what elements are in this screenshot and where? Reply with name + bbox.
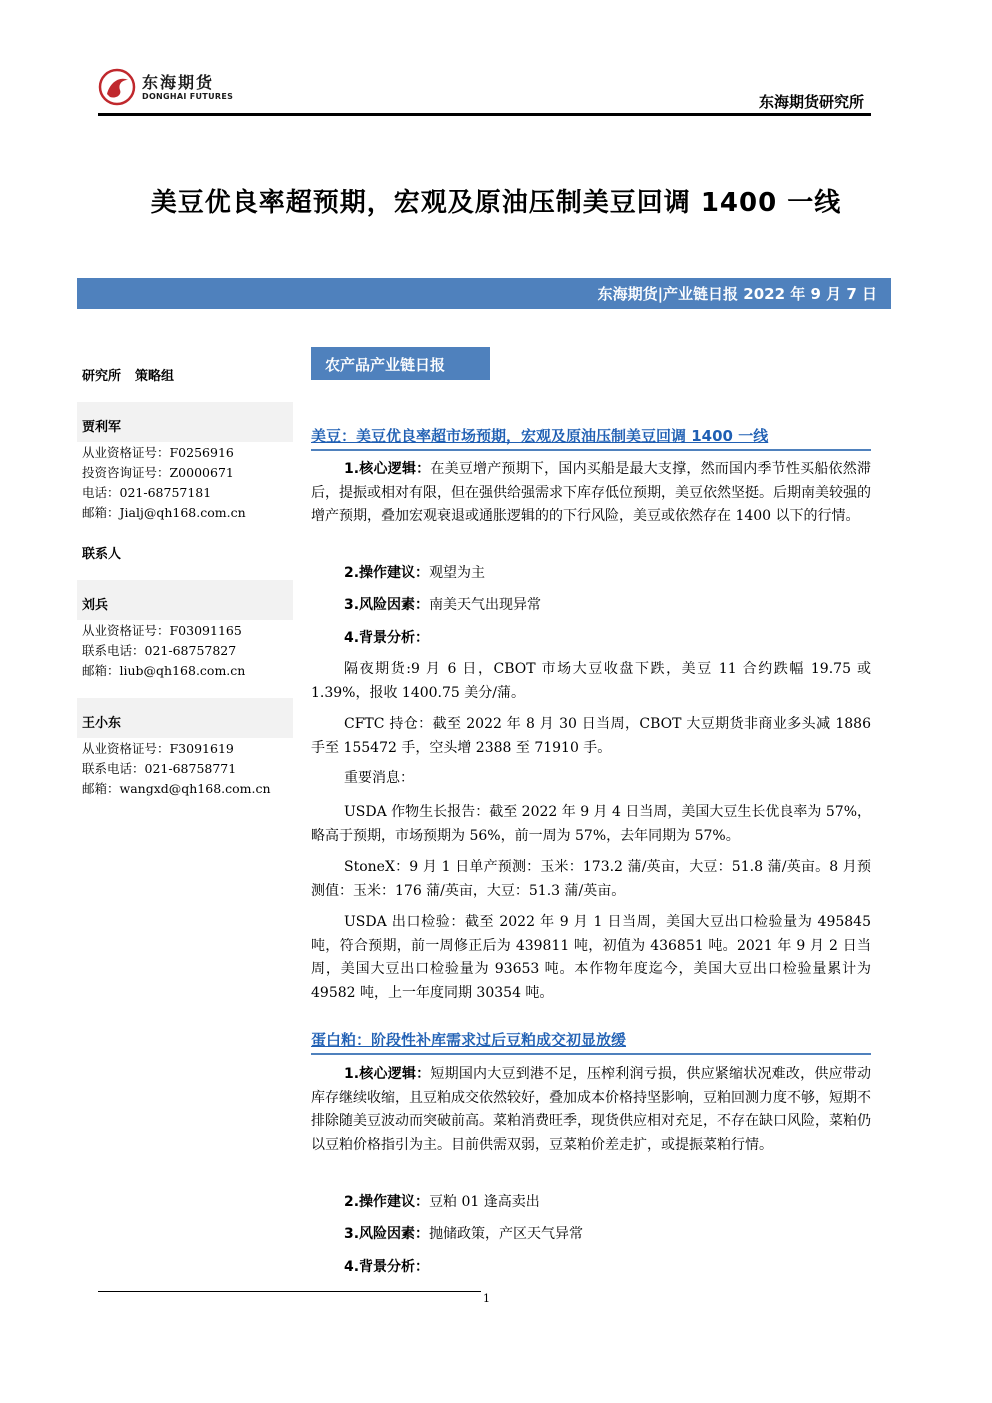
operation-text: 豆粕 01 逢高卖出 — [429, 1194, 540, 1210]
dept-group: 策略组 — [135, 369, 175, 384]
meal-background — [344, 1256, 429, 1276]
logo-chinese-text: 东海期货 — [142, 73, 215, 92]
soybean-background — [344, 627, 429, 647]
core-logic-label: 1.核心逻辑： — [344, 461, 431, 477]
soybean-overnight-futures: 隔夜期货:9 月 6 日，CBOT 市场大豆收盘下跌，美豆 11 合约跌幅 19.75 或 1.39%，报收 1400.75 美分/蒲。 — [311, 661, 871, 701]
report-category-text: 农产品产业链日报 — [325, 356, 446, 374]
soybean-core-logic — [311, 458, 871, 529]
risk-label: 3.风险因素： — [344, 597, 430, 613]
soybean-operation — [344, 562, 485, 582]
contact-qualification: 从业资格证号：F3091619 — [82, 741, 234, 756]
contact-phone: 联系电话：021-68757827 — [82, 643, 237, 658]
analyst-consult-cert: 投资咨询证号：Z0000671 — [82, 465, 234, 480]
operation-text: 观望为主 — [429, 565, 486, 581]
logo-english-text: DONGHAI FUTURES — [142, 92, 234, 101]
department-label — [82, 365, 188, 384]
dept-institute: 研究所 — [82, 369, 122, 384]
core-logic-label: 1.核心逻辑： — [344, 1066, 431, 1082]
background-label: 4.背景分析： — [344, 630, 430, 646]
soybean-cftc: CFTC 持仓：截至 2022 年 8 月 30 日当周，CBOT 大豆期货非商业多头减 1886 手至 155472 手，空头增 2388 至 71910 手。 — [311, 716, 871, 756]
analyst-name: 贾利军 — [82, 420, 122, 435]
background-label: 4.背景分析： — [344, 1259, 430, 1275]
contact-email[interactable]: 邮箱：wangxd@qh168.com.cn — [82, 781, 271, 796]
meal-operation — [344, 1191, 540, 1211]
contact-qualification: 从业资格证号：F03091165 — [82, 623, 242, 638]
soybean-risk — [344, 594, 541, 614]
soybean-stonex: StoneX：9 月 1 日单产预测：玉米：173.2 蒲/英亩，大豆：51.8 蒲/英亩。8 月预测值：玉米：176 蒲/英亩，大豆：51.3 蒲/英亩。 — [311, 859, 871, 899]
dragon-logo-icon — [98, 68, 136, 106]
contact-label: 联系人 — [82, 547, 122, 562]
report-category-tag — [311, 347, 490, 380]
analyst-email[interactable]: 邮箱：Jialj@qh168.com.cn — [82, 505, 246, 520]
analyst-name-bar — [77, 402, 293, 442]
banner-text: 东海期货|产业链日报 2022 年 9 月 7 日 — [597, 285, 877, 303]
contact-info — [82, 739, 271, 799]
footer-divider — [98, 1291, 481, 1292]
header-institute: 东海期货研究所 — [758, 93, 864, 111]
operation-label: 2.操作建议： — [344, 1194, 430, 1210]
meal-section-title: 蛋白粕：阶段性补库需求过后豆粕成交初显放缓 — [311, 1031, 627, 1049]
risk-text: 抛储政策，产区天气异常 — [429, 1226, 584, 1242]
contact-name-bar — [77, 580, 293, 620]
section-divider — [311, 1053, 871, 1055]
soybean-usda-crop: USDA 作物生长报告：截至 2022 年 9 月 4 日当周，美国大豆生长优良率为 57%，略高于预期，市场预期为 56%，前一周为 57%，去年同期为 57%。 — [311, 804, 871, 844]
core-logic-text: 在美豆增产预期下，国内买船是最大支撑，然而国内季节性买船依然滞后，提振或相对有限，但在强供给强需求下库存低位预期，美豆依然坚挺。后期南美较强的增产预期，叠加宏观衰退或通胀逻辑的的下行风险，美豆或依然存在 1400 以下的行情。 — [311, 461, 872, 524]
page-number: 1 — [483, 1292, 490, 1305]
core-logic-text: 短期国内大豆到港不足，压榨利润亏损，供应紧缩状况难改，供应带动库存继续收缩，且豆粕成交依然较好，叠加成本价格持坚影响，豆粕回测力度不够，短期不排除随美豆波动而突破前高。菜粕消费旺季，现货供应相对充足，不存在缺口风险，菜粕仍以豆粕价格指引为主。目前供需双弱，豆菜粕价差走扩，或提振菜粕行情。 — [311, 1066, 872, 1153]
meal-core-logic — [311, 1063, 871, 1157]
meal-risk — [344, 1223, 583, 1243]
header-divider — [98, 113, 871, 116]
company-logo — [98, 68, 234, 108]
operation-label: 2.操作建议： — [344, 565, 430, 581]
contact-name: 王小东 — [82, 716, 122, 731]
contact-info — [82, 621, 245, 681]
analyst-qualification: 从业资格证号：F0256916 — [82, 445, 234, 460]
analyst-phone: 电话：021-68757181 — [82, 485, 212, 500]
contact-name: 刘兵 — [82, 598, 109, 613]
contact-phone: 联系电话：021-68758771 — [82, 761, 237, 776]
contact-email[interactable]: 邮箱：liub@qh168.com.cn — [82, 663, 246, 678]
soybean-section-title: 美豆：美豆优良率超市场预期，宏观及原油压制美豆回调 1400 一线 — [311, 427, 769, 445]
soybean-news-label: 重要消息： — [344, 770, 414, 786]
risk-label: 3.风险因素： — [344, 1226, 430, 1242]
analyst-info — [82, 443, 246, 523]
report-title: 美豆优良率超预期，宏观及原油压制美豆回调 1400 一线 — [150, 188, 842, 218]
contact-name-bar — [77, 698, 293, 738]
section-divider — [311, 449, 871, 451]
soybean-usda-export: USDA 出口检验：截至 2022 年 9 月 1 日当周，美国大豆出口检验量为 495845 吨，符合预期，前一周修正后为 439811 吨，初值为 436851 吨。2021 年 9 月 2 日当周，美国大豆出口检验量为 93653 吨。本作物年度迄今，美国大豆出口检验量累计为 49582 吨，上一年度同期 30354 吨。 — [311, 914, 871, 1001]
risk-text: 南美天气出现异常 — [429, 597, 542, 613]
date-banner — [77, 278, 891, 309]
